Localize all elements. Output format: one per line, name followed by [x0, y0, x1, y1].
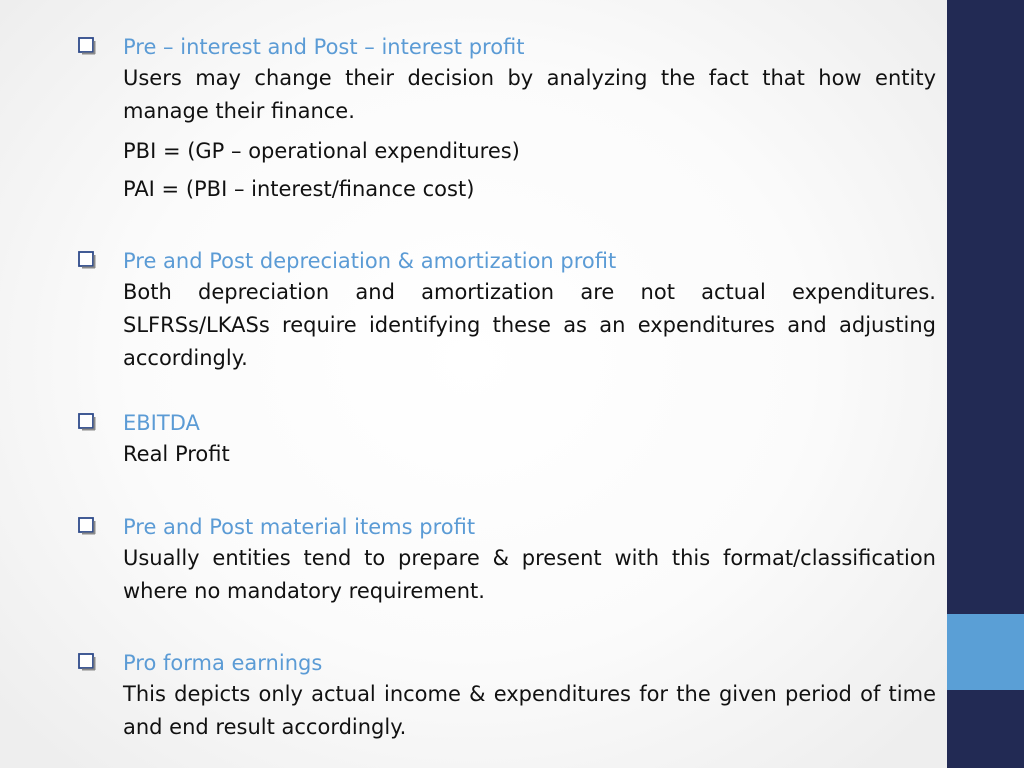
bullet-item-body: [123, 246, 936, 375]
checkbox-square-icon: [78, 37, 96, 55]
bullet-item-material-items-profit: [78, 512, 936, 608]
bullet-heading: Pro forma earnings: [123, 651, 323, 675]
checkbox-square-icon: [78, 517, 96, 535]
bullet-heading: Pre and Post depreciation & amortization profit: [123, 249, 617, 273]
bullet-item-interest-profit: [78, 32, 936, 204]
bullet-description: Both depreciation and amortization are not actual expenditures. SLFRSs/LKASs require identifying these as an expenditures and adjusting accordingly.: [123, 280, 936, 370]
bullet-item-body: [123, 648, 936, 744]
formula-pbi: PBI = (GP – operational expenditures): [123, 139, 520, 163]
bullet-heading: Pre – interest and Post – interest profit: [123, 35, 525, 59]
bullet-item-body: [123, 512, 936, 608]
bullet-heading: EBITDA: [123, 411, 200, 435]
bullet-item-pro-forma-earnings: [78, 648, 936, 744]
bullet-description: Real Profit: [123, 442, 230, 466]
bullet-description: Users may change their decision by analyzing the fact that how entity manage their finance.: [123, 66, 936, 123]
side-accent-block: [947, 614, 1024, 690]
bullet-item-body: [123, 408, 936, 471]
bullet-description: This depicts only actual income & expenditures for the given period of time and end result accordingly.: [123, 682, 936, 739]
checkbox-square-icon: [78, 413, 96, 431]
checkbox-square-icon: [78, 251, 96, 269]
bullet-item-depreciation-profit: [78, 246, 936, 375]
formula-pai: PAI = (PBI – interest/finance cost): [123, 177, 475, 201]
bullet-description: Usually entities tend to prepare & present with this format/classification where no mandatory requirement.: [123, 546, 936, 603]
checkbox-square-icon: [78, 653, 96, 671]
bullet-item-ebitda: [78, 408, 936, 471]
bullet-heading: Pre and Post material items profit: [123, 515, 476, 539]
bullet-item-body: [123, 32, 936, 204]
